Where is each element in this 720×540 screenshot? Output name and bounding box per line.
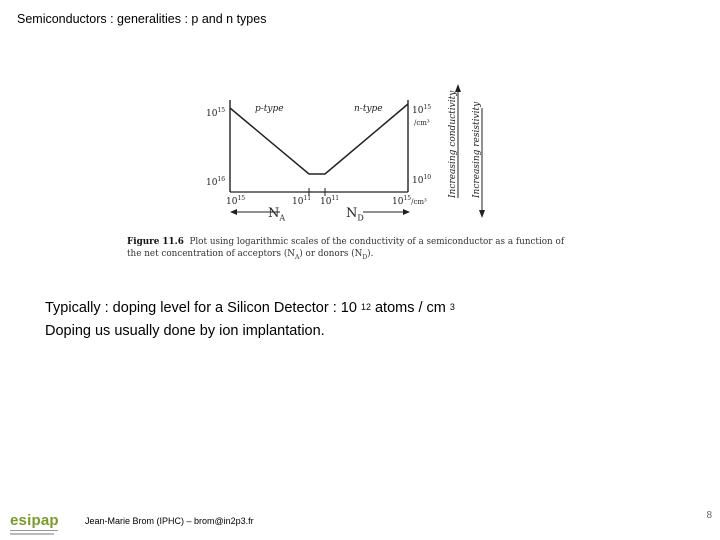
na-label: $N_A$: [268, 206, 286, 223]
bottom-left-tick: $10^{15}$: [226, 195, 246, 207]
esipap-logo: esipap: [10, 512, 59, 535]
slide-title: Semiconductors : generalities : p and n types: [17, 12, 267, 26]
bottom-mid-right-tick: $10^{11}$: [320, 195, 340, 207]
footer-author: Jean-Marie Brom (IPHC) – brom@in2p3.fr: [85, 516, 254, 526]
n-type-label: n-type: [354, 104, 383, 114]
page-number: 8: [706, 510, 712, 521]
right-top-unit: /cm³: [414, 119, 430, 127]
bottom-right-tick: $10^{15}$/cm³: [392, 195, 427, 207]
body-line-1: Typically : doping level for a Silicon Detector : 10 $^{12}$ atoms / cm $^3$: [45, 300, 455, 316]
right-bottom-tick: $10^{10}$: [412, 174, 432, 186]
increasing-resistivity-label: Increasing resistivity: [472, 101, 482, 198]
p-type-label: p-type: [255, 104, 284, 114]
increasing-conductivity-label: Increasing conductivity: [448, 90, 458, 198]
left-top-tick: $10^{15}$: [206, 107, 226, 119]
conductivity-curve: [230, 104, 408, 174]
body-line-2: Doping us usually done by ion implantation.: [45, 323, 325, 339]
figure: [120, 80, 580, 270]
caption-label: Figure 11.6: [127, 237, 184, 247]
bottom-mid-left-tick: $10^{11}$: [292, 195, 312, 207]
nd-label: $N_D$: [346, 206, 364, 223]
figure-caption: Figure 11.6 Plot using logarithmic scales of the conductivity of a semiconductor as a function of the net concentration of acceptors $(N_A)$ or donors $(N_D)$.: [127, 237, 565, 261]
body-text: [45, 297, 455, 343]
left-bottom-tick: $10^{16}$: [206, 176, 226, 188]
right-top-tick: $10^{15}$: [412, 104, 432, 116]
